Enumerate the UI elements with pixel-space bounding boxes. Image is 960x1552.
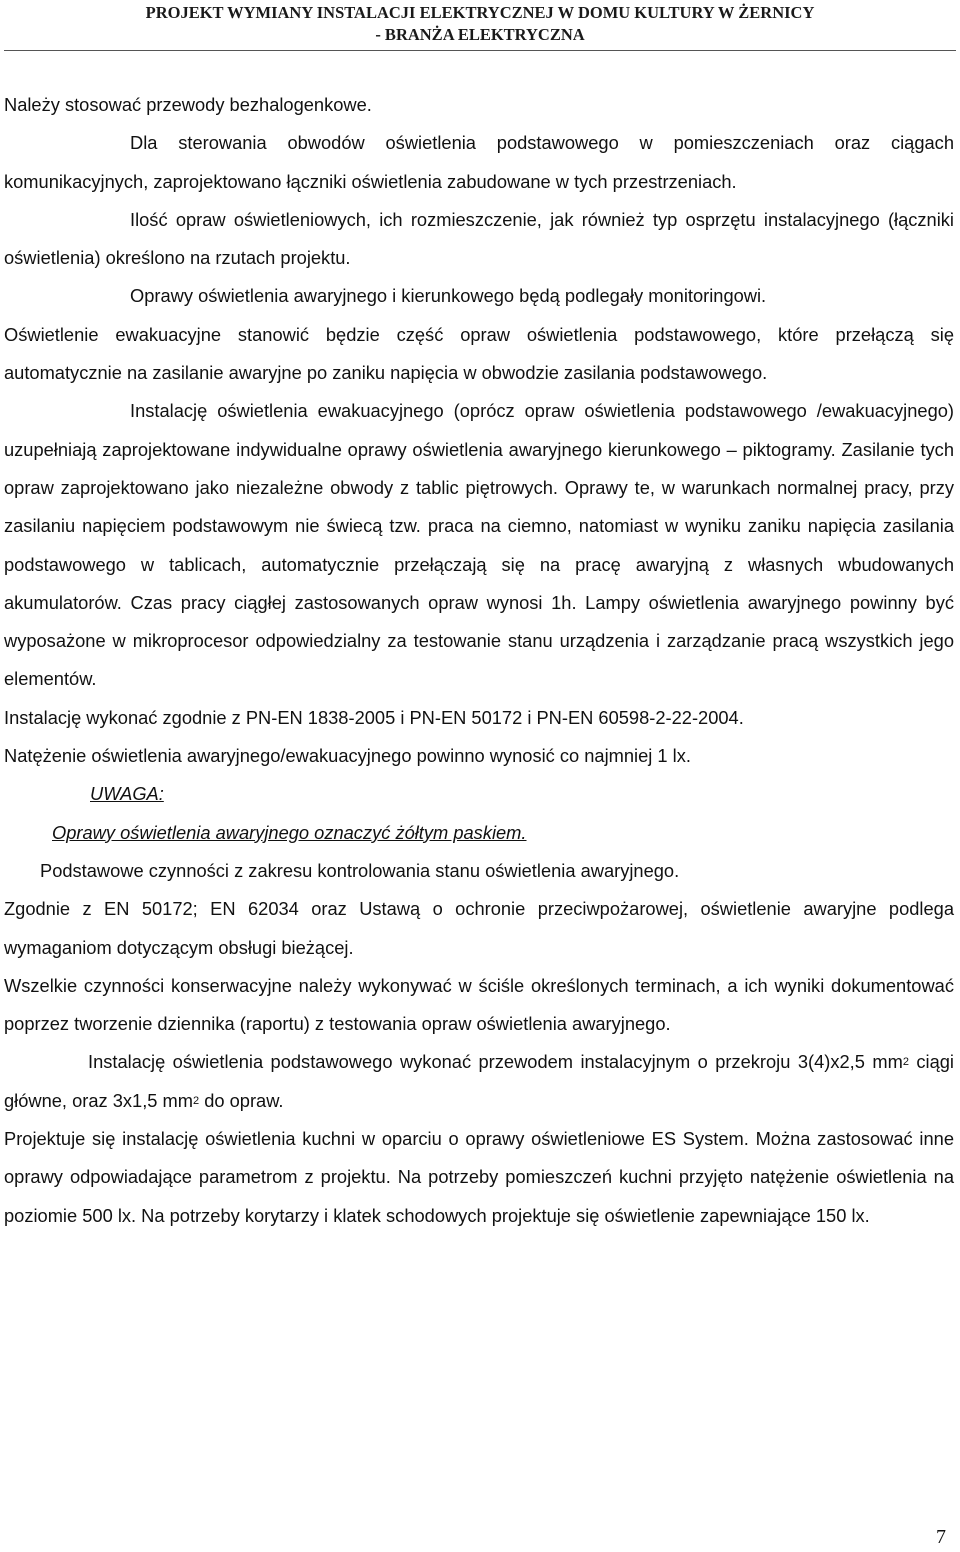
paragraph-kitchen-lighting: Projektuje się instalację oświetlenia kuchni w oparciu o oprawy oświetleniowe ES System. Można zastosować inne oprawy odpowiadające parametrom z projektu. Na potrzeby pomieszczeń kuchni przyjęto natężenie oświetlenia na poziomie 500 lx. Na potrzeby korytarzy i klatek schodowych projektuje się oświetlenie zapewniające 150 lx. [4, 1128, 954, 1226]
wiring-text-a: Instalację oświetlenia podstawowego wykonać przewodem instalacyjnym o przekroju 3(4)x2,5 mm [88, 1051, 903, 1073]
wiring-superscript-1: 2 [902, 1056, 909, 1069]
paragraph-fixtures: Ilość opraw oświetleniowych, ich rozmieszczenie, jak również typ osprzętu instalacyjnego (łączniki oświetlenia) określono na rzutach projektu. [4, 208, 954, 269]
paragraph-switches: Dla sterowania obwodów oświetlenia podstawowego w pomieszczeniach oraz ciągach komunikacyjnych, zaprojektowano łączniki oświetlenia zabudowane w tych przestrzeniach. [4, 132, 954, 192]
header-title: PROJEKT WYMIANY INSTALACJI ELEKTRYCZNEJ W DOMU KULTURY W ŻERNICY [145, 3, 815, 22]
header-divider [4, 50, 956, 51]
wiring-text-c: do opraw. [199, 1089, 284, 1111]
header-subtitle: - BRANŻA ELEKTRYCZNA [375, 25, 585, 44]
wiring-text-b: ciągi główne, oraz 3x1,5 mm [4, 1051, 954, 1111]
page-number: 7 [936, 1526, 946, 1548]
paragraph-cables: Należy stosować przewody bezhalogenkowe. [4, 94, 372, 115]
paragraph-standards: Instalację wykonać zgodnie z PN-EN 1838-2005 i PN-EN 50172 i PN-EN 60598-2-22-2004. [4, 706, 744, 728]
paragraph-wiring [4, 1043, 954, 1120]
page-header [0, 2, 960, 46]
note-text: Oprawy oświetlenia awaryjnego oznaczyć żółtym paskiem. [52, 821, 527, 843]
paragraph-monitoring: Oprawy oświetlenia awaryjnego i kierunkowego będą podlegały monitoringowi. [130, 285, 767, 307]
paragraph-emergency-installation: Instalację oświetlenia ewakuacyjnego (oprócz opraw oświetlenia podstawowego /ewakuacyjnego) uzupełniają zaprojektowane indywidualne oprawy oświetlenia awaryjnego kierunkowego – piktogramy. Zasilanie tych opraw zaprojektowano jako niezależne obwody z tablic piętrowych. Oprawy te, w warunkach normalnej pracy, przy zasilaniu napięciem podstawowym nie świecą tzw. praca na ciemno, natomiast w wyniku zaniku napięcia zasilania podstawowego w tablicach, automatycznie przełączają się na pracę awaryjną z własnych wbudowanych akumulatorów. Czas pracy ciągłej zastosowanych opraw wynosi 1h. Lampy oświetlenia awaryjnego powinny być wyposażone w mikroprocesor odpowiedzialny za testowanie stanu urządzenia i zarządzanie pracą wszystkich jego elementów. [4, 400, 954, 690]
document-body [4, 86, 954, 1235]
paragraph-evacuation-lighting: Oświetlenie ewakuacyjne stanowić będzie część opraw oświetlenia podstawowego, które przełączą się automatycznie na zasilanie awaryjne po zaniku napięcia w obwodzie zasilania podstawowego. [4, 323, 954, 384]
wiring-superscript-2: 2 [193, 1094, 200, 1107]
paragraph-conservation: Wszelkie czynności konserwacyjne należy wykonywać w ściśle określonych terminach, a ich wyniki dokumentować poprzez tworzenie dziennika (raportu) z testowania opraw oświetlenia awaryjnego. [4, 974, 954, 1035]
note-label: UWAGA: [90, 783, 164, 805]
paragraph-regulations: Zgodnie z EN 50172; EN 62034 oraz Ustawą o ochronie przeciwpożarowej, oświetlenie awaryjne podlega wymaganiom dotyczącym obsługi bieżącej. [4, 898, 954, 958]
paragraph-maintenance-heading: Podstawowe czynności z zakresu kontrolowania stanu oświetlenia awaryjnego. [40, 859, 680, 881]
paragraph-illuminance: Natężenie oświetlenia awaryjnego/ewakuacyjnego powinno wynosić co najmniej 1 lx. [4, 745, 691, 767]
